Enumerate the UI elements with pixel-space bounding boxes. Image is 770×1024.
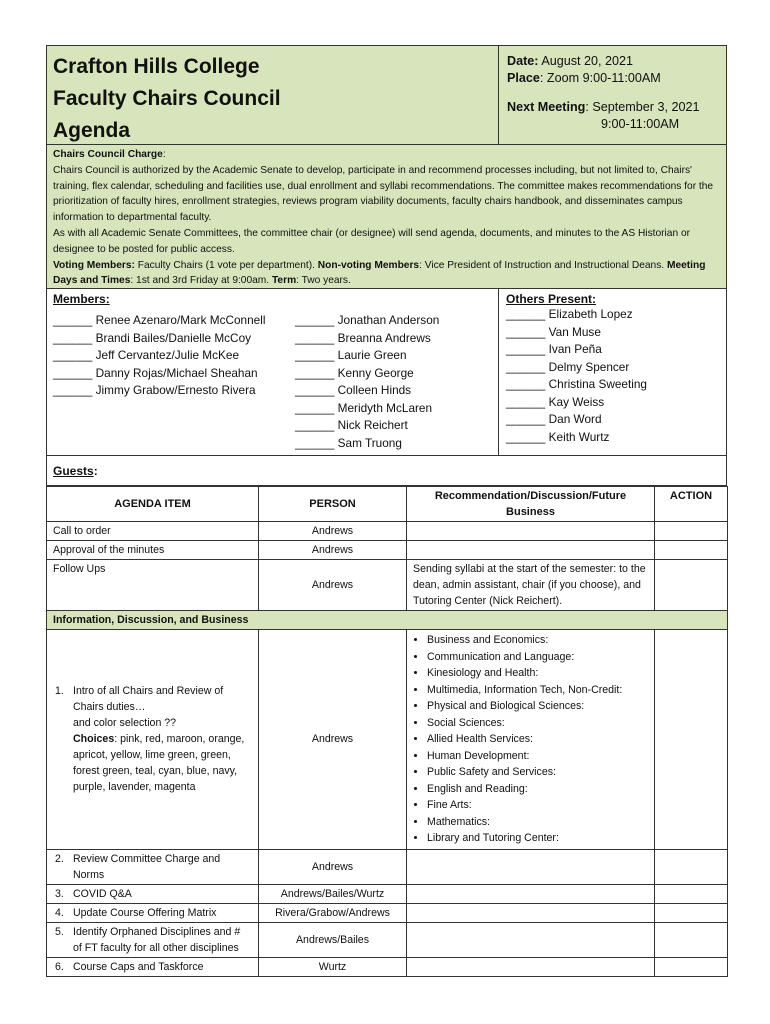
member-line: ______ Breanna Andrews: [295, 330, 431, 345]
agenda-item-cell: Approval of the minutes: [47, 541, 259, 560]
agenda-item-cell: Call to order: [47, 522, 259, 541]
list-item: • Business and Economics:: [427, 632, 648, 649]
header-action: ACTION: [655, 487, 728, 522]
person-cell: Andrews: [259, 541, 407, 560]
person-cell: Wurtz: [259, 957, 407, 976]
others-line: ______ Elizabeth Lopez: [506, 307, 633, 321]
agenda-item-cell: [47, 884, 259, 903]
charge-paragraph-2: As with all Academic Senate Committees, the committee chair (or designee) will send agenda, documents, and minutes to the AS Historian or designee to be posted for public access.: [53, 227, 691, 255]
action-cell: [655, 560, 728, 611]
member-line: ______ Jimmy Grabow/Ernesto Rivera: [53, 383, 256, 397]
date-label: Date:: [507, 54, 539, 68]
person-cell: Andrews/Bailes/Wurtz: [259, 884, 407, 903]
place-line: [507, 70, 718, 87]
section-heading: Information, Discussion, and Business: [47, 611, 728, 630]
agenda-item-cell: Follow Ups: [47, 560, 259, 611]
charge-label: Chairs Council Charge: [53, 149, 163, 160]
next-meeting-line: [507, 99, 718, 116]
person-cell: Andrews: [259, 522, 407, 541]
table-row: [47, 922, 728, 957]
item-number: 4.: [55, 906, 64, 919]
others-line: ______ Keith Wurtz: [506, 429, 610, 444]
agenda-table: [46, 486, 728, 977]
header-block: [46, 45, 727, 145]
voting-text: Faculty Chairs (1 vote per department).: [134, 259, 318, 271]
next-meeting-time: 9:00-11:00AM: [601, 117, 680, 131]
next-meeting-date: : September 3, 2021: [585, 100, 700, 114]
others-title: Others Present:: [506, 292, 597, 306]
voting-label: Voting Members:: [53, 259, 135, 271]
recommendation-cell: [407, 884, 655, 903]
member-line: ______ Kenny George: [295, 365, 414, 380]
action-cell: [655, 903, 728, 922]
item1-choices: [73, 731, 252, 795]
list-item: • English and Reading:: [427, 781, 648, 798]
list-item: • Kinesiology and Health:: [427, 665, 648, 682]
nonvoting-text: : Vice President of Instruction and Instructional Deans.: [419, 259, 667, 271]
attendance-block: [46, 289, 727, 456]
table-row: [47, 522, 728, 541]
others-line: ______ Kay Weiss: [506, 394, 605, 409]
section-row: [47, 611, 728, 630]
member-line: ______ Laurie Green: [295, 348, 407, 362]
recommendation-cell: [407, 903, 655, 922]
person-cell: Andrews: [259, 560, 407, 611]
nonvoting-label: Non-voting Members: [317, 259, 420, 271]
recommendation-cell: Sending syllabi at the start of the semester: to the dean, admin assistant, chair (if you choose), and Tutoring Center (Nick Reichert).: [407, 560, 655, 611]
recommendation-cell: [407, 541, 655, 560]
person-cell: Rivera/Grabow/Andrews: [259, 903, 407, 922]
header-agenda-item: AGENDA ITEM: [47, 487, 259, 522]
list-item: • Mathematics:: [427, 814, 648, 831]
list-item: • Physical and Biological Sciences:: [427, 698, 648, 715]
next-meeting-label: Next Meeting: [507, 100, 586, 114]
action-cell: [655, 957, 728, 976]
meeting-info: [499, 46, 726, 144]
list-item: • Public Safety and Services:: [427, 764, 648, 781]
recommendation-cell: [407, 922, 655, 957]
charge-colon: :: [162, 149, 166, 160]
item-text: Update Course Offering Matrix: [73, 906, 217, 919]
person-cell: Andrews/Bailes: [259, 922, 407, 957]
others-line: ______ Ivan Peña: [506, 342, 602, 356]
action-cell: [655, 541, 728, 560]
item-text: Identify Orphaned Disciplines and # of FT faculty for all other disciplines: [73, 925, 241, 954]
others-line: ______ Christina Sweeting: [506, 377, 647, 391]
member-line: ______ Colleen Hinds: [295, 383, 412, 397]
header-person: PERSON: [259, 487, 407, 522]
item1-line2: and color selection ??: [73, 717, 177, 730]
action-cell: [655, 630, 728, 850]
recommendation-cell: [407, 630, 655, 850]
item-text: Course Caps and Taskforce: [73, 960, 204, 973]
guests-row: [46, 456, 727, 486]
item-number: 3.: [55, 887, 64, 900]
member-line: ______ Jonathan Anderson: [295, 313, 440, 327]
person-cell: Andrews: [259, 849, 407, 884]
list-item: • Social Sciences:: [427, 715, 648, 732]
college-name: Crafton Hills College: [53, 55, 260, 78]
others-line: ______ Van Muse: [506, 324, 601, 339]
list-item: • Fine Arts:: [427, 797, 648, 814]
agenda-document: [46, 45, 727, 977]
person-cell: Andrews: [259, 630, 407, 850]
table-row: [47, 957, 728, 976]
term-label: Term: [271, 275, 297, 287]
list-item: • Library and Tutoring Center:: [427, 830, 648, 847]
list-item: • Multimedia, Information Tech, Non-Credit:: [427, 682, 648, 699]
recommendation-cell: [407, 957, 655, 976]
member-line: ______ Nick Reichert: [295, 418, 408, 432]
list-item: • Communication and Language:: [427, 649, 648, 666]
action-cell: [655, 849, 728, 884]
item-number: 1.: [55, 685, 64, 698]
list-item: • Allied Health Services:: [427, 731, 648, 748]
others-line: ______ Delmy Spencer: [506, 359, 630, 374]
action-cell: [655, 922, 728, 957]
choices-text: : pink, red, maroon, orange, apricot, yellow, lime green, green, forest green, teal, cyan, blue, navy, purple, lavender, magenta: [73, 733, 245, 794]
members-title: Members:: [53, 292, 110, 306]
agenda-item-cell: [47, 903, 259, 922]
action-cell: [655, 884, 728, 903]
table-row: [47, 884, 728, 903]
guests-label: Guests: [53, 464, 94, 478]
meeting-days-label: Meeting Days and Times: [53, 259, 706, 287]
list-item: • Human Development:: [427, 748, 648, 765]
member-line: ______ Renee Azenaro/Mark McConnell: [53, 313, 266, 327]
date-value: August 20, 2021: [541, 54, 634, 68]
date-line: [507, 53, 718, 70]
others-line: ______ Dan Word: [506, 412, 602, 426]
item-number: 5.: [55, 925, 64, 938]
item1-line1: Intro of all Chairs and Review of Chairs duties…: [73, 685, 224, 714]
header-titles: [47, 46, 499, 144]
table-header-row: [47, 487, 728, 522]
department-list: [413, 632, 648, 847]
table-row: [47, 903, 728, 922]
action-cell: [655, 522, 728, 541]
members-section: [47, 289, 499, 455]
member-line: ______ Jeff Cervantez/Julie McKee: [53, 348, 240, 362]
document-type: Agenda: [53, 119, 131, 142]
agenda-item-cell: [47, 957, 259, 976]
council-name: Faculty Chairs Council: [53, 87, 281, 110]
place-value: : Zoom 9:00-11:00AM: [539, 71, 661, 85]
table-row: [47, 541, 728, 560]
guests-colon: :: [93, 464, 98, 478]
agenda-item-cell: [47, 849, 259, 884]
recommendation-cell: [407, 849, 655, 884]
place-label: Place: [507, 71, 540, 85]
member-line: ______ Sam Truong: [295, 435, 402, 450]
member-line: ______ Brandi Bailes/Danielle McCoy: [53, 330, 252, 345]
council-charge: [46, 145, 727, 289]
table-row: [47, 630, 728, 850]
charge-membership: [53, 258, 720, 290]
item-text: COVID Q&A: [73, 887, 132, 900]
member-line: ______ Danny Rojas/Michael Sheahan: [53, 365, 258, 380]
term-text: : Two years.: [296, 275, 351, 287]
item-number: 6.: [55, 960, 64, 973]
table-row: [47, 849, 728, 884]
others-present-section: [499, 289, 726, 455]
header-recommendation: Recommendation/Discussion/Future Business: [407, 487, 655, 522]
item-number: 2.: [55, 852, 64, 865]
agenda-item-cell: [47, 922, 259, 957]
member-line: ______ Meridyth McLaren: [295, 400, 433, 415]
item-text: Review Committee Charge and Norms: [73, 852, 221, 881]
table-row: [47, 560, 728, 611]
recommendation-cell: [407, 522, 655, 541]
charge-paragraph-1: Chairs Council is authorized by the Academic Senate to develop, participate in and recommend processes including, but not limited to, Chairs' training, flex calendar, scheduling and facilities use, dual enrollment and syllabi recommendations. The committee makes recommendations for the prioritization of faculty hires, enrollment strategies, reviews program viability documents, faculty chairs handbook, and disseminates campus information to departmental faculty.: [53, 164, 714, 224]
choices-label: Choices: [73, 733, 115, 746]
meeting-days-text: : 1st and 3rd Friday at 9:00am.: [130, 275, 272, 287]
agenda-item-cell: [47, 630, 259, 850]
